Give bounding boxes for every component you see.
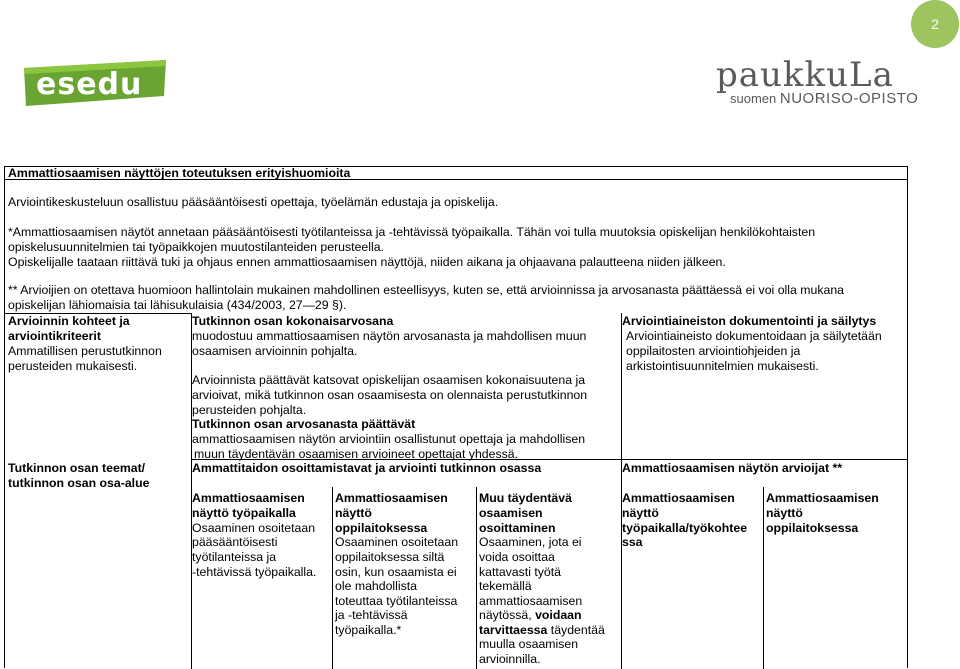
criteria-heading-1: Arvioinnin kohteet ja [8,314,130,328]
assessor-school-heading-1: Ammattiosaamisen [766,491,879,505]
assessor-work-heading-4: ssa [622,535,643,549]
header-paragraph-4b: opiskelijan lähiomaisia tai lähisukulaisia (434/2003, 27—29 §). [8,298,347,312]
supp-line-7 [479,623,605,638]
supp-line-5: ammattiosaamisen [479,594,583,608]
workplace-line-4: -tehtävissä työpaikalla. [192,565,317,579]
supp-line-8: muulla osaamisen [479,637,579,651]
workplace-heading-2: näyttö työpaikalla [192,506,296,520]
supp-heading-1: Muu täydentävä [479,491,572,505]
overall-line-5: perusteiden pohjalta. [192,403,307,417]
school-heading-3: oppilaitoksessa [335,521,428,535]
supp-heading-3: osoittaminen [479,521,556,535]
methods-title: Ammattitaidon osoittamistavat ja arviointi tutkinnon osassa [192,461,542,475]
overall-line-2: osaamisen arvioinnin pohjalta. [192,344,358,358]
themes-line-1: Tutkinnon osan teemat/ [8,461,146,475]
assessor-work-heading-1: Ammattiosaamisen [622,491,735,505]
supp-line-1: Osaaminen, jota ei [479,535,582,549]
col-divider-4 [476,487,477,669]
overall-grade-title: Tutkinnon osan kokonaisarvosana [192,314,394,328]
supp-line-6a: näytössä, [479,608,536,622]
grade-deciders-line-2: muun täydentävän osaamisen arvioineet opettajat yhdessä. [194,447,519,461]
overall-line-1: muodostuu ammattiosaamisen näytön arvosanasta ja mahdollisen muun [192,329,587,343]
supp-line-7b: täydentää [547,623,605,637]
grade-deciders-line-1: ammattiosaamisen näytön arviointiin osallistunut opettaja ja mahdollisen [192,432,586,446]
workplace-line-1: Osaaminen osoitetaan [192,521,316,535]
overall-line-4: arvioivat, mikä tutkinnon osan osaamisesta on olennaista perustutkinnon [192,388,588,402]
assessor-school-heading-3: oppilaitoksessa [766,521,859,535]
supp-line-4: tekemällä [479,579,532,593]
header-paragraph-1: Arviointikeskusteluun osallistuu pääsääntöisesti opettaja, työelämän edustaja ja opiskelija. [8,195,499,209]
school-line-2: oppilaitoksessa siltä [335,550,445,564]
school-line-1: Osaaminen osoitetaan [335,535,459,549]
header-paragraph-2a: *Ammattiosaamisen näytöt annetaan pääsääntöisesti työtilanteissa ja -tehtävissä työpaikalla. Tähän voi tulla muutoksia opiskelijan henkilökohtaisten [8,225,816,239]
grade-deciders-title: Tutkinnon osan arvosanasta päättävät [192,417,416,431]
paukkula-logo-sub-small: suomen [730,91,777,106]
themes-line-2: tutkinnon osan osa-alue [8,476,150,490]
workplace-line-3: työtilanteissa ja [192,550,277,564]
criteria-heading-2: arviointikriteerit [8,329,101,343]
storage-line-2: oppilaitosten arviointiohjeiden ja [626,344,801,358]
esedu-logo-text: esedu [36,67,143,102]
supp-line-3: kattavasti työtä [479,565,562,579]
school-line-6: ja -tehtävissä [335,608,408,622]
school-line-4: ole mahdollista [335,579,418,593]
esedu-logo-mark [22,60,168,108]
assessors-title: Ammattiosaamisen näytön arvioijat ** [622,461,843,475]
supp-line-6 [479,608,582,623]
section-title: Ammattiosaamisen näyttöjen toteutuksen erityishuomioita [8,166,351,180]
school-line-3: osin, kun osaamista ei [335,565,457,579]
workplace-heading-1: Ammattiosaamisen [192,491,305,505]
header-paragraph-2b: opiskelusuunnitelmien tai työpaikkojen muutostilanteiden perusteella. [8,240,384,254]
criteria-text-1: Ammatillisen perustutkinnon [8,344,162,358]
storage-line-3: arkistointisuunnitelmien mukaisesti. [626,359,819,373]
assessor-work-heading-3: työpaikalla/työkohtee [622,521,748,535]
header-paragraph-4a: ** Arvioijien on otettava huomioon hallintolain mukainen mahdollinen esteellisyys, kuten se, että arvioinnissa ja arvosanasta päättäessä ei voi olla mukana [8,283,844,297]
col-divider-3 [332,487,333,669]
school-line-7: työpaikalla.* [335,623,402,637]
criteria-text-2: perusteiden mukaisesti. [8,359,138,373]
assessors-divider [621,459,907,460]
paukkula-logo [716,55,919,107]
school-line-5: toteuttaa työtilanteissa [335,594,458,608]
header-paragraph-3: Opiskelijalle taataan riittävä tuki ja ohjaus ennen ammattiosaamisen näyttöjä, niiden aikana ja ohjaavana palautteena niiden jälkeen. [8,255,726,269]
supp-line-6b: voidaan [535,608,582,622]
assessor-school-heading-2: näyttö [766,506,803,520]
assessor-work-heading-2: näyttö [622,506,659,520]
workplace-line-2: pääsääntöisesti [192,535,278,549]
col-divider-5 [763,487,764,669]
supp-line-7a: tarvittaessa [479,623,548,637]
paukkula-logo-sub-big: NUORISO-OPISTO [779,90,919,107]
storage-title: Arviointiaineiston dokumentointi ja säilytys [622,314,877,328]
esedu-logo [22,60,168,113]
paukkula-logo-name: paukkuLa [716,55,894,95]
supp-line-2: voida osoittaa [479,550,555,564]
supp-line-9: arvioinnilla. [479,652,541,666]
paukkula-logo-sub [716,90,918,107]
overall-line-3: Arvioinnista päättävät katsovat opiskelijan osaamisen kokonaisuutena ja [192,373,586,387]
supp-heading-2: osaamisen [479,506,543,520]
school-heading-2: näyttö [335,506,372,520]
storage-line-1: Arviointiaineisto dokumentoidaan ja säilytetään [626,329,882,343]
school-heading-1: Ammattiosaamisen [335,491,448,505]
page-number-badge: 2 [911,0,959,48]
